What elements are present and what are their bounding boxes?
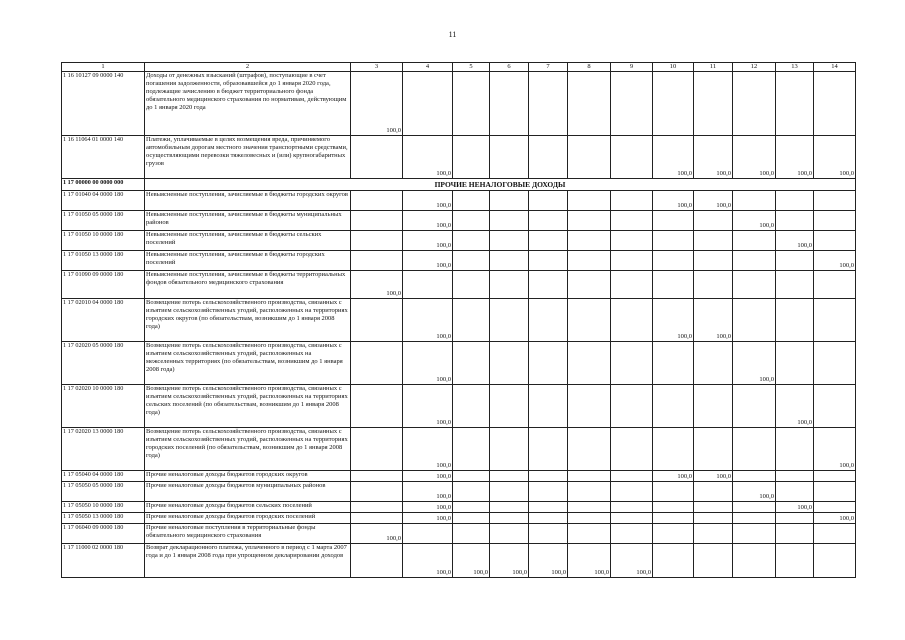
column-header: 4	[403, 63, 453, 72]
normative-value-cell	[490, 191, 529, 211]
column-header: 11	[694, 63, 733, 72]
normative-value-cell	[611, 502, 653, 513]
normative-value-cell	[490, 72, 529, 136]
normative-value-cell	[490, 136, 529, 179]
normative-value-cell	[351, 136, 403, 179]
normative-value-cell	[568, 231, 611, 251]
normative-value-cell	[653, 544, 694, 578]
normative-value-cell	[776, 544, 814, 578]
normative-value-cell	[694, 231, 733, 251]
normative-value-cell	[653, 385, 694, 428]
normative-value-cell: 100,0	[733, 482, 776, 502]
normative-value-cell	[568, 191, 611, 211]
normative-value-cell: 100,0	[351, 72, 403, 136]
table-row	[62, 72, 856, 136]
normative-value-cell	[529, 136, 568, 179]
normative-value-cell	[568, 271, 611, 299]
normative-value-cell: 100,0	[403, 191, 453, 211]
normative-value-cell	[733, 191, 776, 211]
normative-value-cell	[568, 136, 611, 179]
column-header: 6	[490, 63, 529, 72]
normative-value-cell: 100,0	[694, 191, 733, 211]
normative-value-cell	[453, 471, 490, 482]
column-header: 7	[529, 63, 568, 72]
normative-value-cell	[814, 271, 856, 299]
normative-value-cell	[453, 524, 490, 544]
normative-value-cell	[814, 482, 856, 502]
description-cell: Невыясненные поступления, зачисляемые в бюджеты территориальных фондов обязательного медицинского страхования	[145, 271, 351, 299]
normative-value-cell: 100,0	[351, 271, 403, 299]
normative-value-cell	[733, 231, 776, 251]
description-cell: Прочие неналоговые доходы бюджетов сельских поселений	[145, 502, 351, 513]
normative-value-cell	[351, 513, 403, 524]
table-row	[62, 271, 856, 299]
section-title-cell: ПРОЧИЕ НЕНАЛОГОВЫЕ ДОХОДЫ	[145, 179, 856, 191]
normative-value-cell: 100,0	[403, 544, 453, 578]
description-cell: Возмещение потерь сельскохозяйственного производства, связанных с изъятием сельскохозяйственных угодий, расположенных на территориях городских поселений (по обязательствам, возникшим до 1 января 2008 года)	[145, 428, 351, 471]
normative-value-cell	[776, 471, 814, 482]
normative-value-cell	[568, 72, 611, 136]
normative-value-cell	[814, 211, 856, 231]
normative-value-cell	[568, 502, 611, 513]
description-cell: Прочие неналоговые доходы бюджетов городских округов	[145, 471, 351, 482]
normative-value-cell	[694, 482, 733, 502]
normative-value-cell	[653, 428, 694, 471]
normative-value-cell	[453, 482, 490, 502]
budget-code-cell: 1 17 01050 05 0000 180	[62, 211, 145, 231]
description-cell: Доходы от денежных взысканий (штрафов), поступающие в счет погашения задолженности, образовавшейся до 1 января 2020 года, подлежащие зачислению в бюджет территориального фонда обязательного медицинского страхования по нормативам, действующим до 1 января 2020 года	[145, 72, 351, 136]
normative-value-cell	[611, 191, 653, 211]
normative-value-cell	[529, 342, 568, 385]
normative-value-cell	[490, 211, 529, 231]
normative-value-cell	[351, 482, 403, 502]
normative-value-cell: 100,0	[403, 251, 453, 271]
normative-value-cell	[611, 211, 653, 231]
column-header: 2	[145, 63, 351, 72]
normative-value-cell	[529, 211, 568, 231]
normative-value-cell	[490, 428, 529, 471]
normative-value-cell	[568, 482, 611, 502]
page-number: 11	[448, 30, 457, 39]
normative-value-cell	[653, 271, 694, 299]
normative-value-cell	[653, 211, 694, 231]
normative-value-cell: 100,0	[403, 231, 453, 251]
normative-value-cell	[733, 524, 776, 544]
normative-value-cell	[776, 428, 814, 471]
normative-value-cell: 100,0	[529, 544, 568, 578]
normative-value-cell: 100,0	[611, 544, 653, 578]
budget-code-cell: 1 17 05050 10 0000 180	[62, 502, 145, 513]
normative-value-cell	[694, 385, 733, 428]
normative-value-cell	[351, 251, 403, 271]
normative-value-cell	[776, 271, 814, 299]
column-header: 5	[453, 63, 490, 72]
table-row	[62, 342, 856, 385]
normative-value-cell	[529, 72, 568, 136]
normative-value-cell	[529, 513, 568, 524]
description-cell: Возмещение потерь сельскохозяйственного производства, связанных с изъятием сельскохозяйственных угодий, расположенных на территориях сельских поселений (по обязательствам, возникшим до 1 января 2008 года)	[145, 385, 351, 428]
budget-code-cell: 1 17 02020 13 0000 180	[62, 428, 145, 471]
normative-value-cell	[776, 342, 814, 385]
budget-code-cell: 1 17 02020 05 0000 180	[62, 342, 145, 385]
normative-value-cell	[814, 524, 856, 544]
normative-value-cell	[453, 211, 490, 231]
normative-value-cell	[351, 544, 403, 578]
normative-value-cell: 100,0	[653, 191, 694, 211]
normative-value-cell: 100,0	[814, 513, 856, 524]
normative-value-cell	[351, 385, 403, 428]
normative-value-cell	[490, 482, 529, 502]
normative-value-cell: 100,0	[733, 136, 776, 179]
normative-value-cell	[490, 231, 529, 251]
normative-value-cell	[611, 428, 653, 471]
normative-value-cell: 100,0	[453, 544, 490, 578]
normative-value-cell	[653, 72, 694, 136]
table-row	[62, 482, 856, 502]
budget-code-cell: 1 17 01050 10 0000 180	[62, 231, 145, 251]
description-cell: Прочие неналоговые доходы бюджетов муниципальных районов	[145, 482, 351, 502]
normative-value-cell	[568, 251, 611, 271]
column-header: 8	[568, 63, 611, 72]
normative-value-cell	[694, 72, 733, 136]
normative-value-cell	[568, 385, 611, 428]
normative-value-cell	[403, 72, 453, 136]
column-header: 12	[733, 63, 776, 72]
normative-value-cell: 100,0	[776, 385, 814, 428]
normative-value-cell	[568, 211, 611, 231]
normative-value-cell	[568, 299, 611, 342]
normative-value-cell	[490, 524, 529, 544]
budget-code-cell: 1 17 01050 13 0000 180	[62, 251, 145, 271]
normative-value-cell: 100,0	[776, 502, 814, 513]
normative-value-cell	[490, 251, 529, 271]
column-header: 14	[814, 63, 856, 72]
normative-value-cell	[776, 482, 814, 502]
normative-value-cell	[611, 471, 653, 482]
normative-value-cell	[733, 271, 776, 299]
normative-value-cell: 100,0	[490, 544, 529, 578]
normative-value-cell	[529, 299, 568, 342]
normative-value-cell	[776, 211, 814, 231]
normative-value-cell	[453, 428, 490, 471]
normative-value-cell	[694, 211, 733, 231]
normative-value-cell	[611, 385, 653, 428]
normative-value-cell	[776, 513, 814, 524]
normative-value-cell	[351, 502, 403, 513]
normative-value-cell: 100,0	[694, 299, 733, 342]
table-row	[62, 502, 856, 513]
normative-value-cell	[453, 342, 490, 385]
normative-value-cell	[490, 299, 529, 342]
normative-value-cell: 100,0	[403, 342, 453, 385]
normative-value-cell	[490, 385, 529, 428]
normative-value-cell	[814, 191, 856, 211]
normative-value-cell	[529, 502, 568, 513]
normative-value-cell	[351, 428, 403, 471]
normative-value-cell	[733, 251, 776, 271]
normative-value-cell: 100,0	[814, 251, 856, 271]
normative-value-cell	[453, 385, 490, 428]
normative-value-cell	[611, 136, 653, 179]
normative-value-cell	[611, 231, 653, 251]
budget-code-cell: 1 17 05050 05 0000 180	[62, 482, 145, 502]
normative-value-cell: 100,0	[351, 524, 403, 544]
normative-value-cell	[529, 385, 568, 428]
normative-value-cell	[490, 271, 529, 299]
normative-value-cell	[694, 342, 733, 385]
budget-code-cell: 1 17 01090 09 0000 180	[62, 271, 145, 299]
normative-value-cell	[490, 342, 529, 385]
budget-code-cell: 1 17 02010 04 0000 180	[62, 299, 145, 342]
normative-value-cell: 100,0	[403, 136, 453, 179]
normative-value-cell	[653, 513, 694, 524]
normative-value-cell: 100,0	[733, 342, 776, 385]
normative-value-cell	[403, 271, 453, 299]
normative-value-cell	[733, 299, 776, 342]
normative-value-cell	[568, 513, 611, 524]
column-header: 13	[776, 63, 814, 72]
table-row	[62, 231, 856, 251]
normative-value-cell	[733, 72, 776, 136]
normative-value-cell: 100,0	[653, 471, 694, 482]
normative-value-cell	[653, 231, 694, 251]
normative-value-cell: 100,0	[403, 211, 453, 231]
table-row	[62, 251, 856, 271]
normative-value-cell	[351, 342, 403, 385]
normative-value-cell	[529, 428, 568, 471]
normative-value-cell	[568, 524, 611, 544]
normative-value-cell	[611, 271, 653, 299]
column-header: 9	[611, 63, 653, 72]
normative-value-cell	[453, 231, 490, 251]
description-cell: Возврат декларационного платежа, уплаченного в период с 1 марта 2007 года и до 1 января 2008 года при упрощенном декларировании доходов	[145, 544, 351, 578]
normative-value-cell: 100,0	[403, 299, 453, 342]
normative-value-cell	[733, 502, 776, 513]
normative-value-cell	[814, 231, 856, 251]
budget-code-cell: 1 17 06040 09 0000 180	[62, 524, 145, 544]
normative-value-cell	[568, 342, 611, 385]
description-cell: Прочие неналоговые поступления в территориальные фонды обязательного медицинского страхования	[145, 524, 351, 544]
normative-value-cell	[733, 471, 776, 482]
normative-value-cell	[814, 502, 856, 513]
normative-value-cell	[694, 513, 733, 524]
normative-value-cell: 100,0	[653, 299, 694, 342]
normative-value-cell: 100,0	[814, 428, 856, 471]
table-row	[62, 428, 856, 471]
normative-value-cell	[814, 299, 856, 342]
normative-value-cell	[653, 524, 694, 544]
normative-value-cell	[814, 342, 856, 385]
normative-value-cell	[694, 524, 733, 544]
normative-value-cell: 100,0	[776, 136, 814, 179]
table-row	[62, 524, 856, 544]
normative-value-cell: 100,0	[568, 544, 611, 578]
normative-value-cell	[453, 502, 490, 513]
normative-value-cell	[776, 524, 814, 544]
table-row	[62, 211, 856, 231]
normative-value-cell	[490, 513, 529, 524]
normative-value-cell	[653, 502, 694, 513]
normative-value-cell	[733, 385, 776, 428]
budget-code-cell: 1 17 02020 10 0000 180	[62, 385, 145, 428]
normative-value-cell	[453, 72, 490, 136]
table-row	[62, 513, 856, 524]
revenue-table	[61, 62, 856, 578]
normative-value-cell: 100,0	[694, 471, 733, 482]
description-cell: Возмещение потерь сельскохозяйственного производства, связанных с изъятием сельскохозяйственных угодий, расположенных на территориях городских округов (по обязательствам, возникшим до 1 января 2008 года)	[145, 299, 351, 342]
budget-code-cell: 1 17 05040 04 0000 180	[62, 471, 145, 482]
normative-value-cell	[694, 502, 733, 513]
normative-value-cell	[351, 471, 403, 482]
normative-value-cell	[814, 471, 856, 482]
normative-value-cell	[653, 342, 694, 385]
table-header-row	[62, 63, 856, 72]
section-row	[62, 179, 856, 191]
normative-value-cell	[529, 191, 568, 211]
description-cell: Невыясненные поступления, зачисляемые в бюджеты городских поселений	[145, 251, 351, 271]
normative-value-cell	[611, 524, 653, 544]
normative-value-cell	[611, 513, 653, 524]
table-row	[62, 299, 856, 342]
normative-value-cell	[611, 299, 653, 342]
normative-value-cell: 100,0	[403, 482, 453, 502]
normative-value-cell	[611, 482, 653, 502]
normative-value-cell	[453, 299, 490, 342]
normative-value-cell: 100,0	[776, 231, 814, 251]
normative-value-cell: 100,0	[403, 428, 453, 471]
budget-code-cell: 1 17 05050 13 0000 180	[62, 513, 145, 524]
normative-value-cell	[694, 428, 733, 471]
normative-value-cell	[351, 299, 403, 342]
normative-value-cell	[694, 251, 733, 271]
description-cell: Прочие неналоговые доходы бюджетов городских поселений	[145, 513, 351, 524]
table-row	[62, 544, 856, 578]
description-cell: Невыясненные поступления, зачисляемые в бюджеты городских округов	[145, 191, 351, 211]
normative-value-cell	[453, 136, 490, 179]
normative-value-cell	[733, 428, 776, 471]
budget-code-cell: 1 16 11064 01 0000 140	[62, 136, 145, 179]
table-row	[62, 385, 856, 428]
description-cell: Невыясненные поступления, зачисляемые в бюджеты муниципальных районов	[145, 211, 351, 231]
normative-value-cell	[733, 513, 776, 524]
normative-value-cell	[529, 524, 568, 544]
budget-code-cell: 1 17 11000 02 0000 180	[62, 544, 145, 578]
normative-value-cell	[529, 231, 568, 251]
column-header: 10	[653, 63, 694, 72]
normative-value-cell	[653, 482, 694, 502]
normative-value-cell: 100,0	[814, 136, 856, 179]
table-row	[62, 136, 856, 179]
normative-value-cell	[490, 471, 529, 482]
normative-value-cell	[529, 471, 568, 482]
normative-value-cell	[453, 251, 490, 271]
normative-value-cell	[733, 544, 776, 578]
budget-code-cell: 1 17 01040 04 0000 180	[62, 191, 145, 211]
normative-value-cell	[351, 231, 403, 251]
table-row	[62, 191, 856, 211]
normative-value-cell: 100,0	[694, 136, 733, 179]
normative-value-cell: 100,0	[733, 211, 776, 231]
normative-value-cell	[529, 251, 568, 271]
description-cell: Невыясненные поступления, зачисляемые в бюджеты сельских поселений	[145, 231, 351, 251]
normative-value-cell	[529, 271, 568, 299]
table-row	[62, 471, 856, 482]
normative-value-cell: 100,0	[403, 385, 453, 428]
budget-code-cell: 1 17 00000 00 0000 000	[62, 179, 145, 191]
normative-value-cell	[814, 385, 856, 428]
normative-value-cell	[694, 544, 733, 578]
normative-value-cell	[776, 191, 814, 211]
normative-value-cell	[611, 342, 653, 385]
description-cell: Платежи, уплачиваемые в целях возмещения вреда, причиняемого автомобильным дорогам местного значения транспортными средствами, осуществляющими перевозки тяжеловесных и (или) крупногабаритных грузов	[145, 136, 351, 179]
normative-value-cell: 100,0	[403, 471, 453, 482]
column-header: 1	[62, 63, 145, 72]
normative-value-cell	[814, 544, 856, 578]
normative-value-cell	[403, 524, 453, 544]
normative-value-cell	[694, 271, 733, 299]
normative-value-cell	[776, 251, 814, 271]
normative-value-cell	[776, 299, 814, 342]
normative-value-cell	[611, 251, 653, 271]
normative-value-cell	[653, 251, 694, 271]
description-cell: Возмещение потерь сельскохозяйственного производства, связанных с изъятием сельскохозяйственных угодий, расположенных на межселенных территориях (по обязательствам, возникшим до 1 января 2008 года)	[145, 342, 351, 385]
normative-value-cell	[568, 428, 611, 471]
normative-value-cell	[568, 471, 611, 482]
normative-value-cell	[453, 191, 490, 211]
normative-value-cell	[611, 72, 653, 136]
normative-value-cell: 100,0	[653, 136, 694, 179]
normative-value-cell	[453, 271, 490, 299]
normative-value-cell	[490, 502, 529, 513]
normative-value-cell: 100,0	[403, 513, 453, 524]
normative-value-cell	[776, 72, 814, 136]
normative-value-cell	[453, 513, 490, 524]
normative-value-cell	[351, 191, 403, 211]
normative-value-cell	[351, 211, 403, 231]
normative-value-cell: 100,0	[403, 502, 453, 513]
column-header: 3	[351, 63, 403, 72]
normative-value-cell	[529, 482, 568, 502]
budget-code-cell: 1 16 10127 09 0000 140	[62, 72, 145, 136]
normative-value-cell	[814, 72, 856, 136]
